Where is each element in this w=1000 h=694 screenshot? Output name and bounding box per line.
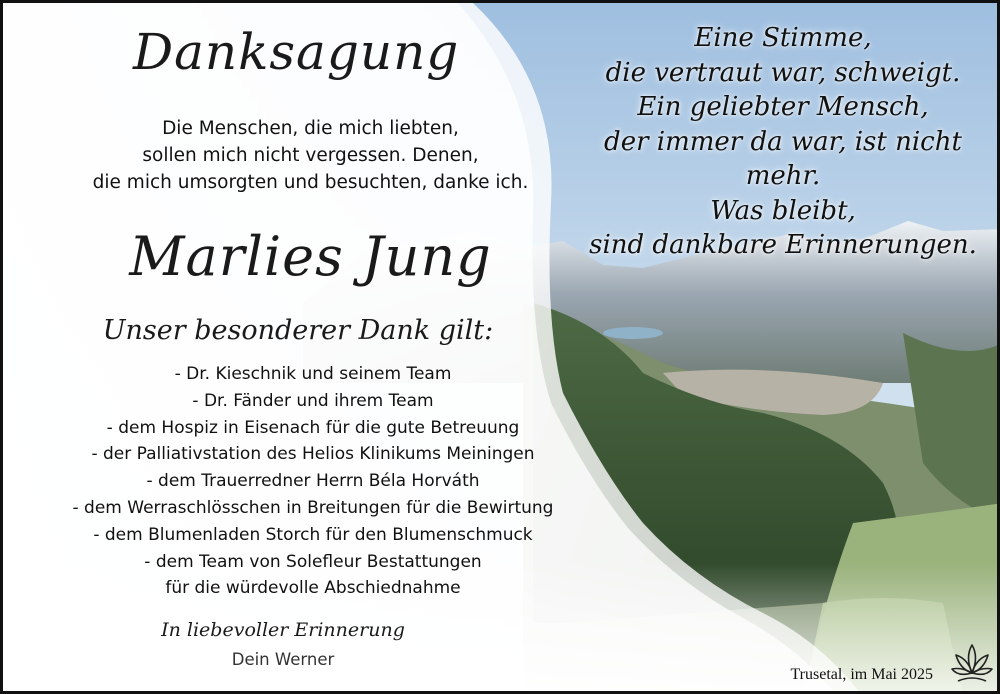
thanks-list <box>43 361 583 602</box>
list-item: - dem Trauerredner Herrn Béla Horváth <box>146 471 480 492</box>
closing-phrase: In liebevoller Erinnerung <box>161 619 405 641</box>
list-item: - der Palliativstation des Helios Klinikums Meiningen <box>91 444 535 465</box>
intro-line: sollen mich nicht vergessen. Denen, <box>142 145 479 166</box>
intro-verse <box>83 115 538 196</box>
place-date: Trusetal, im Mai 2025 <box>790 666 933 683</box>
poem-line: der immer da war, ist nicht mehr. <box>604 126 962 191</box>
title: Danksagung <box>133 23 460 81</box>
poem-line: Ein geliebter Mensch, <box>637 92 929 122</box>
poem <box>563 21 1000 263</box>
lotus-ornament-icon <box>948 639 996 687</box>
list-item: - dem Werraschlösschen in Breitungen für die Bewirtung <box>72 497 554 518</box>
deceased-name: Marlies Jung <box>129 225 492 288</box>
thanks-heading: Unser besonderer Dank gilt: <box>102 315 494 346</box>
poem-line: Was bleibt, <box>710 195 856 226</box>
poem-line: die vertraut war, schweigt. <box>605 57 961 88</box>
list-item: - Dr. Fänder und ihrem Team <box>192 390 434 411</box>
intro-line: die mich umsorgten und besuchten, danke ich. <box>92 172 529 193</box>
list-item: - dem Team von Solefleur Bestattungen <box>144 551 482 572</box>
poem-line: Eine Stimme, <box>694 23 872 53</box>
list-item: - dem Hospiz in Eisenach für die gute Betreuung <box>106 417 520 438</box>
signer: Dein Werner <box>231 650 335 669</box>
list-item: - dem Blumenladen Storch für den Blumenschmuck <box>93 524 533 545</box>
poem-line: sind dankbare Erinnerungen. <box>589 230 977 260</box>
intro-line: Die Menschen, die mich liebten, <box>162 118 459 139</box>
list-item: - Dr. Kieschnik und seinem Team <box>174 364 452 384</box>
list-item: für die würdevolle Abschiednahme <box>165 578 461 599</box>
